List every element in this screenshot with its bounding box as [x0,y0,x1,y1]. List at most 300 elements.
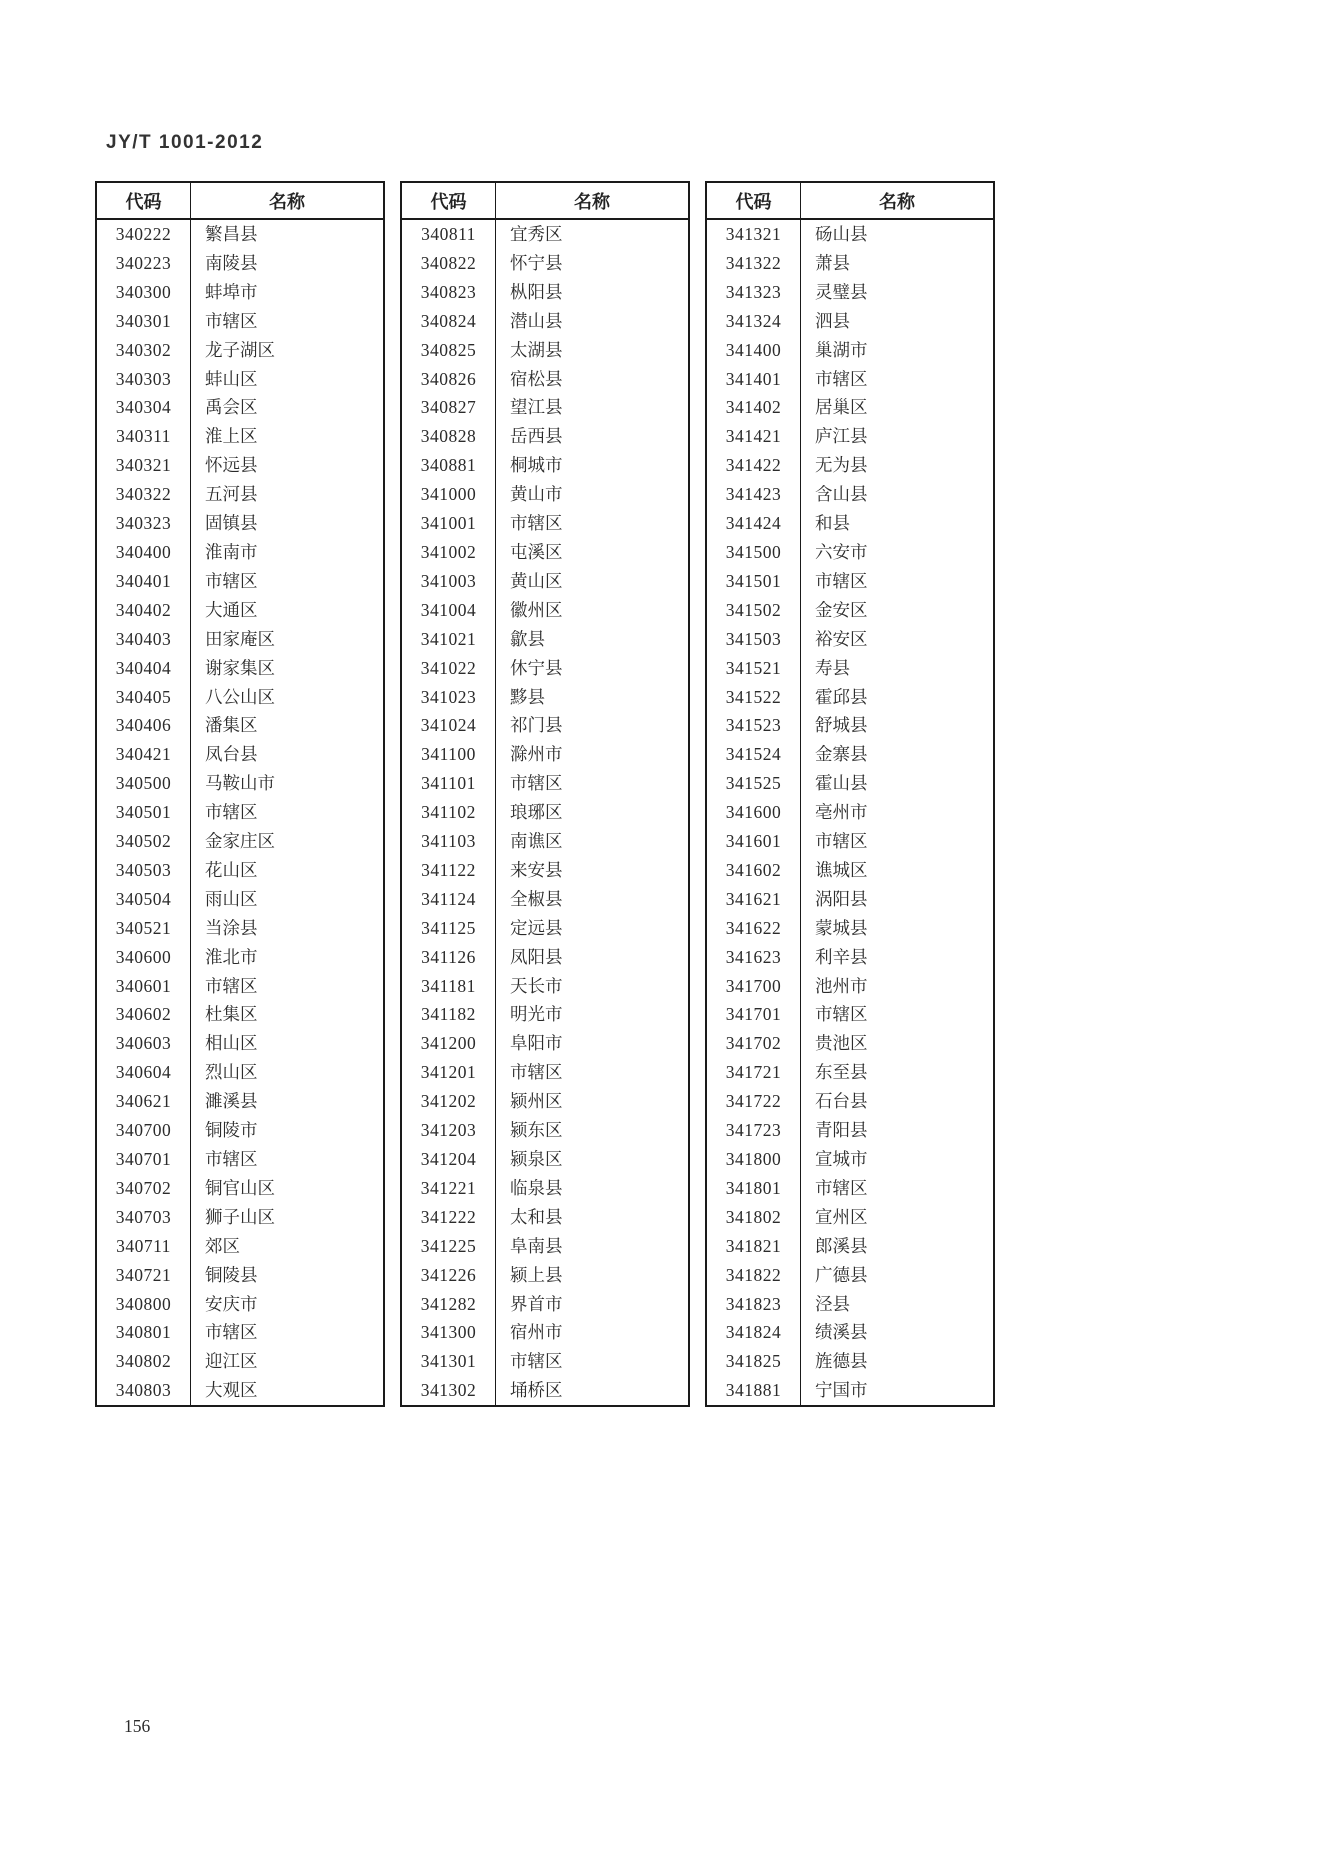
region-name-cell: 怀宁县 [510,252,563,273]
table-row [401,393,689,422]
table-row [706,769,994,798]
region-name-cell: 无为县 [815,455,868,476]
table-row [96,596,384,625]
region-name-cell: 市辖区 [510,773,563,794]
region-name-cell: 霍山县 [815,773,868,794]
region-name-cell: 宁国市 [815,1380,868,1401]
region-code-cell: 341302 [401,1376,496,1406]
table-row [706,711,994,740]
region-code-cell: 340304 [96,393,191,422]
region-code-cell: 340601 [96,972,191,1001]
table-row [706,567,994,596]
region-code-cell: 341502 [706,596,801,625]
table-row [706,943,994,972]
page-number: 156 [124,1716,151,1736]
column-header-name: 名称 [801,182,995,219]
table-row [96,740,384,769]
region-code-cell: 341722 [706,1087,801,1116]
region-code-cell: 340827 [401,393,496,422]
table-row [96,1029,384,1058]
region-name-cell: 市辖区 [510,1351,563,1372]
region-name-cell: 泾县 [815,1293,850,1314]
table-row [96,1376,384,1406]
table-row [96,972,384,1001]
region-name-cell: 市辖区 [815,1004,868,1025]
column-header-code: 代码 [401,182,496,219]
table-row [401,943,689,972]
region-name-cell: 泗县 [815,310,850,331]
region-code-cell: 341021 [401,625,496,654]
table-row [401,625,689,654]
region-name-cell: 颍州区 [510,1091,563,1112]
region-code-cell: 340403 [96,625,191,654]
region-code-cell: 341221 [401,1174,496,1203]
region-code-cell: 341602 [706,856,801,885]
table-row [706,1145,994,1174]
region-code-cell: 340421 [96,740,191,769]
table-row [96,509,384,538]
table-row [96,885,384,914]
table-row [706,798,994,827]
region-code-cell: 340405 [96,683,191,712]
table-header-row [401,182,689,219]
region-code-cell: 340721 [96,1261,191,1290]
region-code-cell: 341282 [401,1290,496,1319]
region-code-cell: 340604 [96,1058,191,1087]
region-name-cell: 雨山区 [205,888,258,909]
table-row [401,1000,689,1029]
region-code-cell: 340621 [96,1087,191,1116]
region-code-cell: 341103 [401,827,496,856]
region-name-cell: 蚌埠市 [205,281,258,302]
region-name-cell: 安庆市 [205,1293,258,1314]
region-name-cell: 当涂县 [205,917,258,938]
region-name-cell: 潜山县 [510,310,563,331]
region-name-cell: 郊区 [205,1235,240,1256]
table-row [96,480,384,509]
region-name-cell: 石台县 [815,1091,868,1112]
region-code-cell: 341321 [706,219,801,249]
region-code-cell: 340703 [96,1203,191,1232]
table-row [96,1347,384,1376]
table-row [96,567,384,596]
region-code-cell: 340301 [96,307,191,336]
table-row [706,307,994,336]
table-row [706,1203,994,1232]
table-row [401,249,689,278]
region-code-cell: 340406 [96,711,191,740]
region-name-cell: 含山县 [815,484,868,505]
region-code-table-3 [705,181,995,1407]
region-code-table-1 [95,181,385,1407]
table-row [96,451,384,480]
region-name-cell: 市辖区 [510,1062,563,1083]
region-code-cell: 341702 [706,1029,801,1058]
region-code-cell: 340600 [96,943,191,972]
table-row [96,798,384,827]
region-code-cell: 340400 [96,538,191,567]
region-name-cell: 花山区 [205,859,258,880]
table-row [706,1347,994,1376]
region-name-cell: 亳州市 [815,802,868,823]
document-standard-code: JY/T 1001-2012 [106,132,264,153]
region-code-cell: 340503 [96,856,191,885]
table-row [96,654,384,683]
table-row [706,1029,994,1058]
table-row [96,943,384,972]
region-name-cell: 五河县 [205,484,258,505]
region-code-cell: 340825 [401,336,496,365]
region-code-cell: 341000 [401,480,496,509]
column-header-code: 代码 [96,182,191,219]
region-name-cell: 阜阳市 [510,1033,563,1054]
region-code-cell: 340702 [96,1174,191,1203]
region-code-cell: 340823 [401,278,496,307]
table-header-row [706,182,994,219]
region-name-cell: 明光市 [510,1004,563,1025]
table-row [706,1116,994,1145]
region-code-cell: 341424 [706,509,801,538]
region-name-cell: 濉溪县 [205,1091,258,1112]
region-code-cell: 341401 [706,365,801,394]
table-row [401,422,689,451]
region-name-cell: 涡阳县 [815,888,868,909]
region-name-cell: 田家庵区 [205,628,275,649]
region-code-cell: 340881 [401,451,496,480]
region-code-cell: 341222 [401,1203,496,1232]
region-name-cell: 固镇县 [205,513,258,534]
region-name-cell: 狮子山区 [205,1206,275,1227]
region-code-cell: 341023 [401,683,496,712]
table-row [96,914,384,943]
region-code-cell: 341623 [706,943,801,972]
tables-container [95,181,995,1407]
table-row [401,1087,689,1116]
region-code-cell: 341621 [706,885,801,914]
table-row [96,307,384,336]
region-name-cell: 定远县 [510,917,563,938]
region-code-cell: 341723 [706,1116,801,1145]
region-name-cell: 临泉县 [510,1177,563,1198]
table-row [401,683,689,712]
region-code-cell: 340803 [96,1376,191,1406]
table-row [96,683,384,712]
region-name-cell: 市辖区 [510,513,563,534]
region-code-cell: 341503 [706,625,801,654]
column-header-name: 名称 [191,182,385,219]
table-row [401,740,689,769]
table-row [401,365,689,394]
region-code-cell: 340711 [96,1232,191,1261]
table-row [706,1232,994,1261]
region-name-cell: 天长市 [510,975,563,996]
table-row [96,625,384,654]
table-row [401,1058,689,1087]
region-name-cell: 市辖区 [205,310,258,331]
table-row [96,336,384,365]
table-row [401,769,689,798]
region-name-cell: 蚌山区 [205,368,258,389]
region-name-cell: 东至县 [815,1062,868,1083]
table-row [96,1174,384,1203]
table-row [96,769,384,798]
region-name-cell: 桐城市 [510,455,563,476]
table-row [96,219,384,249]
region-name-cell: 寿县 [815,657,850,678]
region-code-cell: 341523 [706,711,801,740]
region-code-cell: 341004 [401,596,496,625]
table-row [401,219,689,249]
table-row [401,596,689,625]
table-header-row [96,182,384,219]
region-code-cell: 341824 [706,1318,801,1347]
table-row [401,1232,689,1261]
region-name-cell: 铜官山区 [205,1177,275,1198]
region-code-cell: 340302 [96,336,191,365]
region-name-cell: 凤台县 [205,744,258,765]
table-row [96,278,384,307]
region-code-cell: 341122 [401,856,496,885]
region-code-cell: 340401 [96,567,191,596]
region-code-cell: 340322 [96,480,191,509]
region-code-cell: 340811 [401,219,496,249]
region-name-cell: 市辖区 [815,1177,868,1198]
region-code-cell: 341181 [401,972,496,1001]
region-name-cell: 太和县 [510,1206,563,1227]
region-code-cell: 341203 [401,1116,496,1145]
region-code-cell: 341801 [706,1174,801,1203]
region-name-cell: 埇桥区 [510,1380,563,1401]
region-name-cell: 八公山区 [205,686,275,707]
region-code-cell: 340800 [96,1290,191,1319]
region-name-cell: 黄山市 [510,484,563,505]
region-code-cell: 341822 [706,1261,801,1290]
region-code-cell: 340603 [96,1029,191,1058]
table-row [401,1203,689,1232]
region-name-cell: 和县 [815,513,850,534]
region-name-cell: 淮南市 [205,541,258,562]
region-name-cell: 歙县 [510,628,545,649]
table-row [96,856,384,885]
table-row [96,1145,384,1174]
region-code-cell: 341101 [401,769,496,798]
table-row [96,1000,384,1029]
table-row [401,1116,689,1145]
region-name-cell: 淮上区 [205,426,258,447]
table-row [706,1087,994,1116]
table-row [401,972,689,1001]
region-name-cell: 铜陵县 [205,1264,258,1285]
region-name-cell: 迎江区 [205,1351,258,1372]
region-name-cell: 休宁县 [510,657,563,678]
region-name-cell: 界首市 [510,1293,563,1314]
table-row [401,1347,689,1376]
region-name-cell: 广德县 [815,1264,868,1285]
table-row [706,278,994,307]
region-code-cell: 341225 [401,1232,496,1261]
region-name-cell: 谢家集区 [205,657,275,678]
region-code-cell: 341126 [401,943,496,972]
region-code-cell: 341700 [706,972,801,1001]
region-name-cell: 青阳县 [815,1120,868,1141]
region-name-cell: 池州市 [815,975,868,996]
region-name-cell: 旌德县 [815,1351,868,1372]
region-code-cell: 340223 [96,249,191,278]
table-row [96,1290,384,1319]
region-name-cell: 望江县 [510,397,563,418]
region-code-cell: 341521 [706,654,801,683]
table-row [401,798,689,827]
region-name-cell: 金家庄区 [205,831,275,852]
region-code-cell: 341182 [401,1000,496,1029]
region-code-cell: 341100 [401,740,496,769]
region-name-cell: 六安市 [815,541,868,562]
region-code-cell: 340701 [96,1145,191,1174]
region-name-cell: 杜集区 [205,1004,258,1025]
table-row [706,336,994,365]
region-name-cell: 市辖区 [205,975,258,996]
region-code-cell: 341024 [401,711,496,740]
table-row [96,422,384,451]
table-row [401,480,689,509]
table-row [96,365,384,394]
region-name-cell: 繁昌县 [205,224,258,244]
region-name-cell: 黄山区 [510,570,563,591]
region-name-cell: 徽州区 [510,599,563,620]
region-code-cell: 341324 [706,307,801,336]
region-name-cell: 颍东区 [510,1120,563,1141]
table-row [706,856,994,885]
region-code-cell: 341124 [401,885,496,914]
region-code-cell: 340822 [401,249,496,278]
region-code-cell: 340801 [96,1318,191,1347]
region-name-cell: 凤阳县 [510,946,563,967]
table-row [401,914,689,943]
table-row [96,1087,384,1116]
table-row [401,307,689,336]
region-name-cell: 蒙城县 [815,917,868,938]
region-name-cell: 市辖区 [815,831,868,852]
region-code-cell: 341400 [706,336,801,365]
table-row [96,393,384,422]
table-row [401,538,689,567]
region-code-cell: 341202 [401,1087,496,1116]
region-name-cell: 宿松县 [510,368,563,389]
region-code-cell: 341402 [706,393,801,422]
table-row [706,1290,994,1319]
region-code-cell: 340828 [401,422,496,451]
region-name-cell: 枞阳县 [510,281,563,302]
region-name-cell: 铜陵市 [205,1120,258,1141]
table-row [96,1261,384,1290]
region-code-cell: 341524 [706,740,801,769]
table-row [96,1058,384,1087]
region-code-cell: 341201 [401,1058,496,1087]
table-row [706,972,994,1001]
table-row [401,1029,689,1058]
region-name-cell: 宜秀区 [510,224,563,244]
region-name-cell: 霍邱县 [815,686,868,707]
region-code-cell: 340504 [96,885,191,914]
region-code-cell: 340700 [96,1116,191,1145]
region-code-cell: 341002 [401,538,496,567]
table-row [706,538,994,567]
region-name-cell: 南陵县 [205,252,258,273]
region-name-cell: 居巢区 [815,397,868,418]
table-row [401,336,689,365]
region-code-cell: 341525 [706,769,801,798]
region-name-cell: 裕安区 [815,628,868,649]
region-code-cell: 340321 [96,451,191,480]
region-code-cell: 340501 [96,798,191,827]
region-code-cell: 340502 [96,827,191,856]
region-name-cell: 大观区 [205,1380,258,1401]
region-name-cell: 利辛县 [815,946,868,967]
region-name-cell: 阜南县 [510,1235,563,1256]
table-row [706,827,994,856]
table-row [401,1145,689,1174]
region-code-cell: 341323 [706,278,801,307]
table-row [706,1058,994,1087]
table-row [401,1376,689,1406]
region-code-cell: 340323 [96,509,191,538]
region-code-cell: 341802 [706,1203,801,1232]
region-name-cell: 郎溪县 [815,1235,868,1256]
region-name-cell: 屯溪区 [510,541,563,562]
region-code-cell: 340826 [401,365,496,394]
region-code-cell: 341003 [401,567,496,596]
region-code-cell: 341600 [706,798,801,827]
table-row [401,885,689,914]
region-code-cell: 341500 [706,538,801,567]
table-row [706,1318,994,1347]
region-code-cell: 341823 [706,1290,801,1319]
table-row [96,1203,384,1232]
table-row [401,567,689,596]
table-row [401,856,689,885]
region-name-cell: 宣州区 [815,1206,868,1227]
region-name-cell: 砀山县 [815,224,868,244]
region-name-cell: 庐江县 [815,426,868,447]
region-code-cell: 340602 [96,1000,191,1029]
table-row [706,1261,994,1290]
region-name-cell: 市辖区 [815,570,868,591]
region-code-cell: 341226 [401,1261,496,1290]
table-row [706,740,994,769]
region-code-cell: 340404 [96,654,191,683]
region-name-cell: 金寨县 [815,744,868,765]
region-name-cell: 怀远县 [205,455,258,476]
table-row [401,509,689,538]
region-code-cell: 341501 [706,567,801,596]
table-row [401,1290,689,1319]
column-header-name: 名称 [496,182,690,219]
region-name-cell: 潘集区 [205,715,258,736]
region-code-cell: 341825 [706,1347,801,1376]
region-name-cell: 龙子湖区 [205,339,275,360]
region-code-cell: 341701 [706,1000,801,1029]
region-code-cell: 341322 [706,249,801,278]
region-code-cell: 341200 [401,1029,496,1058]
region-name-cell: 金安区 [815,599,868,620]
region-name-cell: 灵璧县 [815,281,868,302]
region-name-cell: 南谯区 [510,831,563,852]
region-name-cell: 相山区 [205,1033,258,1054]
table-row [401,1318,689,1347]
table-row [706,885,994,914]
region-name-cell: 市辖区 [205,570,258,591]
region-name-cell: 市辖区 [815,368,868,389]
